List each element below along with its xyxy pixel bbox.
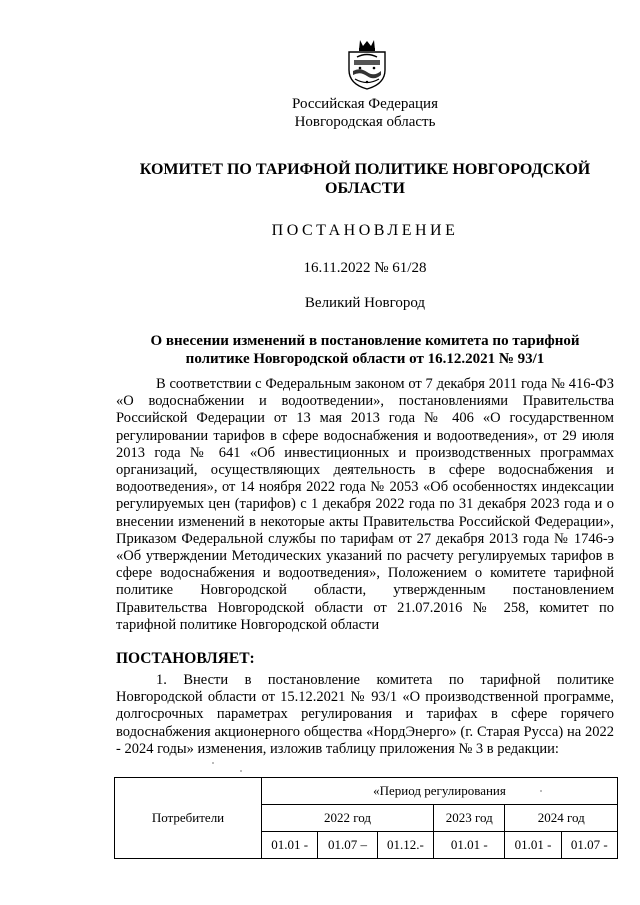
year-cell: 2023 год	[434, 805, 505, 832]
subperiod-cell: 01.12.-	[377, 832, 433, 859]
decree-date-number: 16.11.2022 № 61/28	[303, 260, 427, 276]
scan-artifact	[240, 770, 242, 772]
preamble-paragraph: В соответствии с Федеральным законом от 7 декабря 2011 года № 416-ФЗ «О водоснабжении и водоотведении», постановлениями Правительства Российской Федерации от 13 мая 2013 года № 406 «О государственном регулировании тарифов в сфере водоснабжения и водоотведения», от 29 июля 2013 года № 641 «Об инвестиционных и производственных программах организаций, осуществляющих деятельность в сфере водоснабжения и водоотведения», от 14 ноября 2022 года № 2053 «Об особенностях индексации регулируемых цен (тарифов) с 1 декабря 2022 года по 31 декабря 2023 года и о внесении изменений в некоторые акты Правительства Российской Федерации», Приказом Федеральной службы по тарифам от 27 декабря 2013 года № 1746-э «Об утверждении Методических указаний по расчету регулируемых тарифов в сфере водоснабжения и водоотведения», Положением о комитете тарифной политике Новгородской области, утвержденным постановлением Правительства Новгородской области от 21.07.2016 № 258, комитет по тарифной политике Новгородской области	[116, 376, 614, 633]
scan-artifact	[212, 762, 214, 764]
subperiod-cell: 01.01 -	[505, 832, 561, 859]
novgorod-coat-of-arms-icon	[344, 38, 390, 90]
resolves-heading: ПОСТАНОВЛЯЕТ:	[116, 650, 255, 667]
decree-city: Великий Новгород	[304, 295, 426, 311]
subperiod-cell: 01.07 –	[318, 832, 377, 859]
scan-artifact	[540, 790, 542, 792]
subperiod-cell: 01.01 -	[262, 832, 318, 859]
subperiod-cell: 01.07 -	[561, 832, 617, 859]
period-header-cell: «Период регулирования	[262, 778, 618, 805]
decree-title: ПОСТАНОВЛЕНИЕ	[271, 222, 459, 239]
committee-name: КОМИТЕТ ПО ТАРИФНОЙ ПОЛИТИКЕ НОВГОРОДСКОЙ ОБЛАСТИ	[139, 161, 591, 197]
tariff-table	[114, 777, 618, 859]
subperiod-cell: 01.01 -	[434, 832, 505, 859]
table-row	[115, 778, 618, 805]
year-cell: 2022 год	[262, 805, 434, 832]
decree-subject: О внесении изменений в постановление комитета по тарифной политике Новгородской области от 16.12.2021 № 93/1	[150, 333, 580, 367]
region-line: Новгородская область	[294, 114, 436, 130]
country-line: Российская Федерация	[292, 96, 438, 112]
year-cell: 2024 год	[505, 805, 618, 832]
item-1-paragraph: 1. Внести в постановление комитета по тарифной политике Новгородской области от 15.12.2021 № 93/1 «О производственной программе, долгосрочных параметрах регулирования и тарифах в сфере горячего водоснабжения акционерного общества «НордЭнерго» (г. Старая Русса) на 2022 - 2024 годы» изменения, изложив таблицу приложения № 3 в редакции:	[116, 672, 614, 757]
consumers-header-cell: Потребители	[115, 778, 262, 859]
